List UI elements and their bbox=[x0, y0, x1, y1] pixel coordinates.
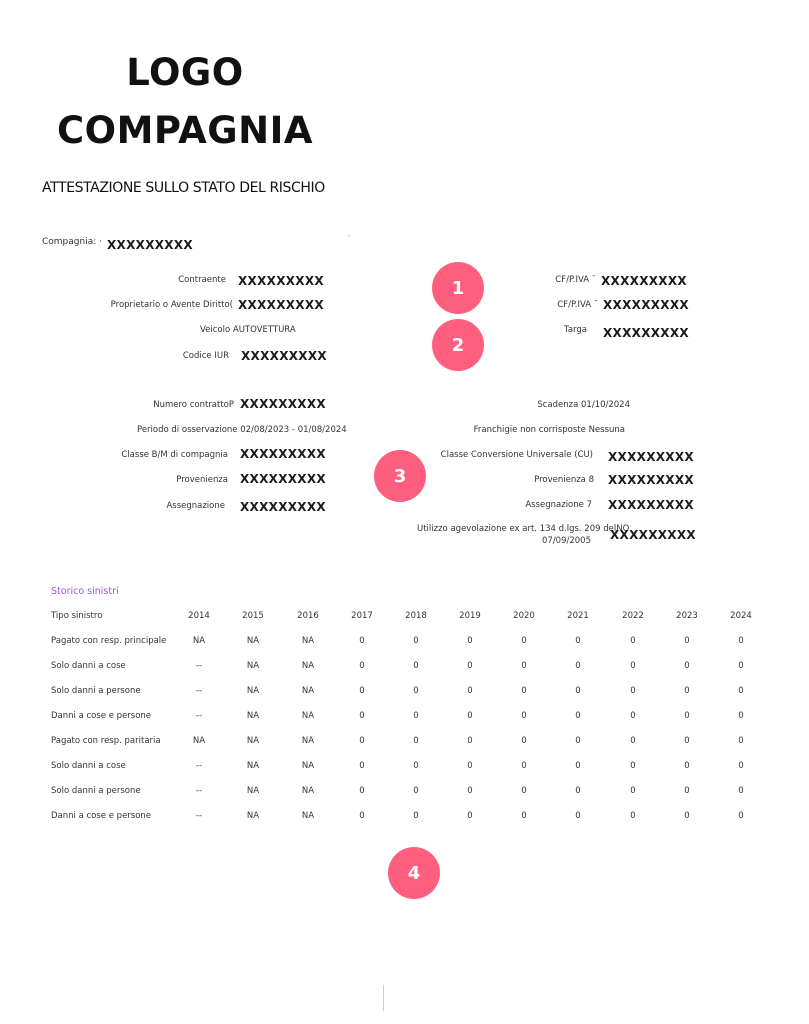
header-cell-year: 2023 bbox=[676, 611, 698, 621]
table-cell: 0 bbox=[467, 636, 473, 646]
table-row bbox=[0, 811, 809, 825]
header-cell-year: 2021 bbox=[567, 611, 589, 621]
table-cell: 0 bbox=[575, 761, 581, 771]
header-cell-year: 2016 bbox=[297, 611, 319, 621]
row-label: Danni a cose e persone bbox=[51, 711, 152, 721]
table-cell: NA bbox=[192, 636, 206, 646]
table-cell: 0 bbox=[575, 711, 581, 721]
contraente-value: XXXXXXXXX bbox=[238, 274, 324, 288]
provenienza-label: Provenienza bbox=[176, 475, 228, 485]
table-cell: 0 bbox=[738, 686, 744, 696]
table-cell: 0 bbox=[630, 686, 636, 696]
table-cell: 0 bbox=[684, 661, 690, 671]
table-cell: 0 bbox=[738, 761, 744, 771]
table-cell: 0 bbox=[684, 736, 690, 746]
table-cell: -- bbox=[195, 761, 203, 771]
table-cell: 0 bbox=[684, 636, 690, 646]
header-cell-year: 2017 bbox=[351, 611, 373, 621]
table-cell: 0 bbox=[521, 686, 527, 696]
contraente-label: Contraente bbox=[178, 275, 226, 285]
cf-piva-label-1: CF/P.IVA ˉ bbox=[555, 275, 596, 285]
table-cell: 0 bbox=[521, 811, 527, 821]
table-cell: 0 bbox=[738, 636, 744, 646]
agevolazione-date: 07/09/2005 bbox=[542, 536, 591, 546]
table-row bbox=[0, 736, 809, 750]
table-cell: NA bbox=[246, 786, 260, 796]
table-cell: 0 bbox=[521, 711, 527, 721]
storico-sinistri-title: Storico sinistri bbox=[51, 586, 119, 597]
provenienza-cu-value: XXXXXXXXX bbox=[608, 473, 694, 487]
table-cell: 0 bbox=[684, 761, 690, 771]
codice-iur-label: Codice IUR bbox=[182, 351, 229, 361]
classe-bm-label: Classe B/M di compagnia bbox=[121, 450, 228, 460]
table-cell: 0 bbox=[467, 711, 473, 721]
badge-2: 2 bbox=[432, 319, 484, 371]
table-cell: NA bbox=[301, 661, 315, 671]
franchigie-label: Franchigie non corrisposte Nessuna bbox=[473, 425, 625, 435]
table-cell: 0 bbox=[684, 811, 690, 821]
assegnazione-value: XXXXXXXXX bbox=[240, 500, 326, 514]
table-cell: 0 bbox=[413, 661, 419, 671]
agevolazione-label: Utilizzo agevolazione ex art. 134 d.lgs. 209 delNO bbox=[417, 524, 630, 534]
classe-bm-value: XXXXXXXXX bbox=[240, 447, 326, 461]
table-cell: 0 bbox=[467, 811, 473, 821]
badge-3: 3 bbox=[374, 450, 426, 502]
row-label: Solo danni a persone bbox=[51, 786, 141, 796]
table-cell: 0 bbox=[575, 736, 581, 746]
compagnia-value: XXXXXXXXX bbox=[107, 238, 193, 252]
table-cell: NA bbox=[246, 736, 260, 746]
row-label: Pagato con resp. principale bbox=[51, 636, 167, 646]
table-cell: 0 bbox=[521, 636, 527, 646]
table-cell: NA bbox=[301, 736, 315, 746]
table-cell: 0 bbox=[738, 811, 744, 821]
header-cell-year: 2019 bbox=[459, 611, 481, 621]
table-cell: 0 bbox=[684, 686, 690, 696]
table-cell: 0 bbox=[738, 736, 744, 746]
table-cell: 0 bbox=[359, 736, 365, 746]
table-cell: 0 bbox=[738, 786, 744, 796]
table-cell: 0 bbox=[413, 761, 419, 771]
assegnazione-cu-label: Assegnazione 7 bbox=[525, 500, 592, 510]
table-row bbox=[0, 636, 809, 650]
proprietario-value: XXXXXXXXX bbox=[238, 298, 324, 312]
assegnazione-cu-value: XXXXXXXXX bbox=[608, 498, 694, 512]
row-label: Solo danni a cose bbox=[51, 661, 126, 671]
table-cell: NA bbox=[246, 811, 260, 821]
table-cell: NA bbox=[301, 786, 315, 796]
table-cell: NA bbox=[246, 636, 260, 646]
document-title: ATTESTAZIONE SULLO STATO DEL RISCHIO bbox=[42, 180, 325, 196]
table-cell: 0 bbox=[630, 761, 636, 771]
table-cell: NA bbox=[246, 711, 260, 721]
table-cell: 0 bbox=[630, 636, 636, 646]
agevolazione-value: XXXXXXXXX bbox=[610, 528, 696, 542]
table-cell: -- bbox=[195, 661, 203, 671]
table-cell: NA bbox=[301, 686, 315, 696]
table-cell: 0 bbox=[413, 811, 419, 821]
row-label: Solo danni a cose bbox=[51, 761, 126, 771]
table-row bbox=[0, 761, 809, 775]
provenienza-cu-label: Provenienza 8 bbox=[534, 475, 594, 485]
table-cell: 0 bbox=[359, 811, 365, 821]
table-cell: 0 bbox=[467, 786, 473, 796]
table-row bbox=[0, 686, 809, 700]
table-cell: 0 bbox=[575, 686, 581, 696]
table-cell: 0 bbox=[575, 636, 581, 646]
numero-contratto-value: XXXXXXXXX bbox=[240, 397, 326, 411]
numero-contratto-label: Numero contrattoP bbox=[153, 400, 234, 410]
table-cell: NA bbox=[192, 736, 206, 746]
table-cell: 0 bbox=[575, 661, 581, 671]
codice-iur-value: XXXXXXXXX bbox=[241, 349, 327, 363]
badge-1: 1 bbox=[432, 262, 484, 314]
classe-cu-label: Classe Conversione Universale (CU) bbox=[440, 450, 593, 460]
table-row bbox=[0, 661, 809, 675]
table-cell: 0 bbox=[738, 661, 744, 671]
table-cell: 0 bbox=[521, 736, 527, 746]
table-cell: 0 bbox=[467, 661, 473, 671]
table-cell: 0 bbox=[684, 711, 690, 721]
table-cell: 0 bbox=[630, 786, 636, 796]
row-label: Pagato con resp. paritaria bbox=[51, 736, 161, 746]
table-row bbox=[0, 786, 809, 800]
classe-cu-value: XXXXXXXXX bbox=[608, 450, 694, 464]
table-cell: 0 bbox=[359, 761, 365, 771]
header-cell-year: 2018 bbox=[405, 611, 427, 621]
table-cell: 0 bbox=[359, 636, 365, 646]
logo-line-1: LOGO bbox=[126, 51, 244, 94]
cf-piva-label-2: CF/P.IVA ˉ bbox=[557, 300, 598, 310]
header-cell-tipo: Tipo sinistro bbox=[51, 611, 103, 621]
table-cell: 0 bbox=[467, 736, 473, 746]
compagnia-mark: ' bbox=[348, 234, 351, 244]
table-header-row bbox=[0, 611, 809, 625]
badge-4: 4 bbox=[388, 847, 440, 899]
veicolo-label: Veicolo AUTOVETTURA bbox=[200, 325, 296, 335]
header-cell-year: 2024 bbox=[730, 611, 752, 621]
header-cell-year: 2015 bbox=[242, 611, 264, 621]
table-cell: 0 bbox=[413, 736, 419, 746]
page-divider bbox=[383, 985, 384, 1011]
table-cell: NA bbox=[301, 711, 315, 721]
table-cell: NA bbox=[301, 811, 315, 821]
table-cell: 0 bbox=[630, 661, 636, 671]
table-cell: 0 bbox=[359, 786, 365, 796]
cf-piva-value-2: XXXXXXXXX bbox=[603, 298, 689, 312]
table-cell: 0 bbox=[575, 811, 581, 821]
table-cell: 0 bbox=[467, 686, 473, 696]
header-cell-year: 2014 bbox=[188, 611, 210, 621]
table-cell: 0 bbox=[413, 686, 419, 696]
table-cell: 0 bbox=[575, 786, 581, 796]
company-logo bbox=[40, 44, 330, 160]
table-cell: 0 bbox=[413, 786, 419, 796]
logo-line-2: COMPAGNIA bbox=[56, 109, 314, 152]
targa-value: XXXXXXXXX bbox=[603, 326, 689, 340]
assegnazione-label: Assegnazione bbox=[166, 501, 225, 511]
table-cell: NA bbox=[246, 686, 260, 696]
table-cell: NA bbox=[246, 761, 260, 771]
header-cell-year: 2020 bbox=[513, 611, 535, 621]
table-cell: -- bbox=[195, 811, 203, 821]
table-cell: 0 bbox=[521, 786, 527, 796]
compagnia-label: Compagnia: · bbox=[42, 237, 102, 247]
scadenza-label: Scadenza 01/10/2024 bbox=[537, 400, 630, 410]
table-cell: 0 bbox=[359, 711, 365, 721]
table-cell: 0 bbox=[467, 761, 473, 771]
cf-piva-value-1: XXXXXXXXX bbox=[601, 274, 687, 288]
table-cell: 0 bbox=[630, 736, 636, 746]
provenienza-value: XXXXXXXXX bbox=[240, 472, 326, 486]
table-cell: -- bbox=[195, 711, 203, 721]
table-cell: -- bbox=[195, 686, 203, 696]
table-cell: 0 bbox=[684, 786, 690, 796]
row-label: Solo danni a persone bbox=[51, 686, 141, 696]
header-cell-year: 2022 bbox=[622, 611, 644, 621]
targa-label: Targa bbox=[564, 325, 587, 335]
table-row bbox=[0, 711, 809, 725]
table-cell: NA bbox=[301, 636, 315, 646]
table-cell: 0 bbox=[630, 811, 636, 821]
table-cell: 0 bbox=[359, 686, 365, 696]
table-cell: 0 bbox=[413, 636, 419, 646]
table-cell: NA bbox=[246, 661, 260, 671]
row-label: Danni a cose e persone bbox=[51, 811, 152, 821]
table-cell: NA bbox=[301, 761, 315, 771]
table-cell: 0 bbox=[738, 711, 744, 721]
periodo-osservazione-label: Periodo di osservazione 02/08/2023 - 01/08/2024 bbox=[137, 425, 347, 435]
table-cell: 0 bbox=[413, 711, 419, 721]
table-cell: 0 bbox=[521, 761, 527, 771]
table-cell: -- bbox=[195, 786, 203, 796]
table-cell: 0 bbox=[630, 711, 636, 721]
proprietario-label: Proprietario o Avente Diritto( bbox=[110, 300, 233, 310]
table-cell: 0 bbox=[359, 661, 365, 671]
table-cell: 0 bbox=[521, 661, 527, 671]
